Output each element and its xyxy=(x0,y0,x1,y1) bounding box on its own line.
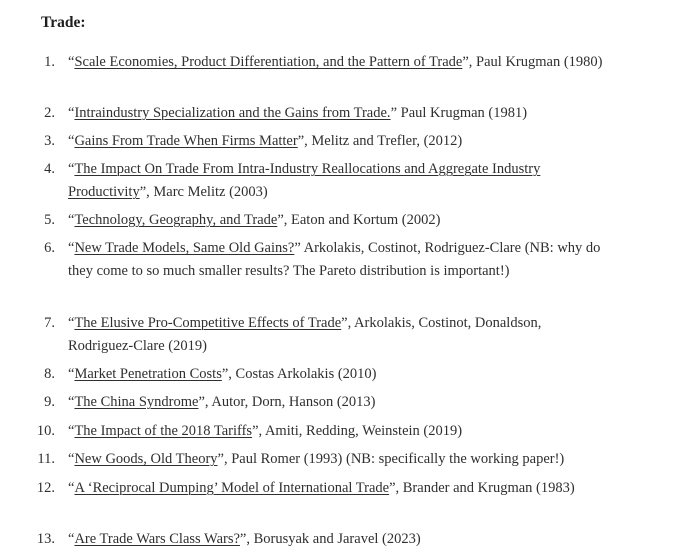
open-quote: “ xyxy=(68,423,75,439)
item-number: 2. xyxy=(44,105,55,121)
item-number: 12. xyxy=(36,480,55,496)
item-number: 7. xyxy=(44,315,55,331)
item-text xyxy=(68,363,603,386)
open-quote: “ xyxy=(68,480,75,496)
citation-rest: ”, Paul Krugman (1980) xyxy=(462,54,603,70)
item-text xyxy=(68,209,603,232)
citation-rest: ”, Marc Melitz (2003) xyxy=(139,184,268,200)
paper-link[interactable]: Technology, Geography, and Trade xyxy=(74,212,278,228)
citation-rest: ” Arkolakis, Costinot, Rodriguez-Clare (NB: why do they come to so much smaller results? The Pareto distribution is important!) xyxy=(68,240,601,279)
item-text xyxy=(68,448,603,471)
item-text xyxy=(68,312,603,358)
paper-link[interactable]: Intraindustry Specialization and the Gains from Trade. xyxy=(74,105,391,121)
citation-rest: ”, Autor, Dorn, Hanson (2013) xyxy=(198,394,376,410)
item-text xyxy=(68,528,603,551)
citation-rest: ”, Brander and Krugman (1983) xyxy=(389,480,575,496)
item-number: 5. xyxy=(44,212,55,228)
item-text xyxy=(68,237,603,283)
citation-rest: ” Paul Krugman (1981) xyxy=(390,105,528,121)
citation-rest: ”, Paul Romer (1993) (NB: specifically the working paper!) xyxy=(217,451,565,467)
open-quote: “ xyxy=(68,54,75,70)
item-number: 1. xyxy=(44,54,55,70)
open-quote: “ xyxy=(68,531,75,547)
citation-rest: ”, Costas Arkolakis (2010) xyxy=(221,366,377,382)
paper-link[interactable]: The Elusive Pro-Competitive Effects of Trade xyxy=(74,315,342,331)
citation-rest: ”, Amiti, Redding, Weinstein (2019) xyxy=(252,423,463,439)
citation-rest: ”, Eaton and Kortum (2002) xyxy=(277,212,441,228)
open-quote: “ xyxy=(68,133,75,149)
citation-rest: ”, Melitz and Trefler, (2012) xyxy=(297,133,463,149)
item-number: 8. xyxy=(44,366,55,382)
open-quote: “ xyxy=(68,212,75,228)
item-number: 3. xyxy=(44,133,55,149)
item-number: 13. xyxy=(36,531,55,547)
item-text xyxy=(68,158,603,204)
paper-link[interactable]: The China Syndrome xyxy=(74,394,199,410)
item-number: 4. xyxy=(44,161,55,177)
open-quote: “ xyxy=(68,451,75,467)
section-heading: Trade: xyxy=(41,14,86,31)
open-quote: “ xyxy=(68,161,75,177)
item-text xyxy=(68,51,603,74)
paper-link[interactable]: Scale Economies, Product Differentiation, and the Pattern of Trade xyxy=(74,54,463,70)
open-quote: “ xyxy=(68,240,75,256)
item-number: 11. xyxy=(37,451,55,467)
open-quote: “ xyxy=(68,394,75,410)
paper-link[interactable]: A ‘Reciprocal Dumping’ Model of International Trade xyxy=(74,480,390,496)
paper-link[interactable]: Gains From Trade When Firms Matter xyxy=(74,133,298,149)
open-quote: “ xyxy=(68,105,75,121)
item-number: 10. xyxy=(36,423,55,439)
paper-link[interactable]: The Impact On Trade From Intra-Industry Reallocations and Aggregate Industry Productivity xyxy=(68,161,541,200)
citation-rest: ”, Borusyak and Jaravel (2023) xyxy=(239,531,421,547)
paper-link[interactable]: New Goods, Old Theory xyxy=(74,451,218,467)
item-text xyxy=(68,102,603,125)
paper-link[interactable]: Market Penetration Costs xyxy=(74,366,222,382)
open-quote: “ xyxy=(68,366,75,382)
paper-link[interactable]: The Impact of the 2018 Tariffs xyxy=(74,423,253,439)
item-text xyxy=(68,420,603,443)
paper-link[interactable]: New Trade Models, Same Old Gains? xyxy=(74,240,295,256)
item-number: 9. xyxy=(44,394,55,410)
item-text xyxy=(68,477,603,500)
open-quote: “ xyxy=(68,315,75,331)
paper-link[interactable]: Are Trade Wars Class Wars? xyxy=(74,531,240,547)
item-number: 6. xyxy=(44,240,55,256)
item-text xyxy=(68,130,603,153)
item-text xyxy=(68,391,603,414)
citation-rest: ”, Arkolakis, Costinot, Donaldson, Rodriguez-Clare (2019) xyxy=(68,315,542,354)
